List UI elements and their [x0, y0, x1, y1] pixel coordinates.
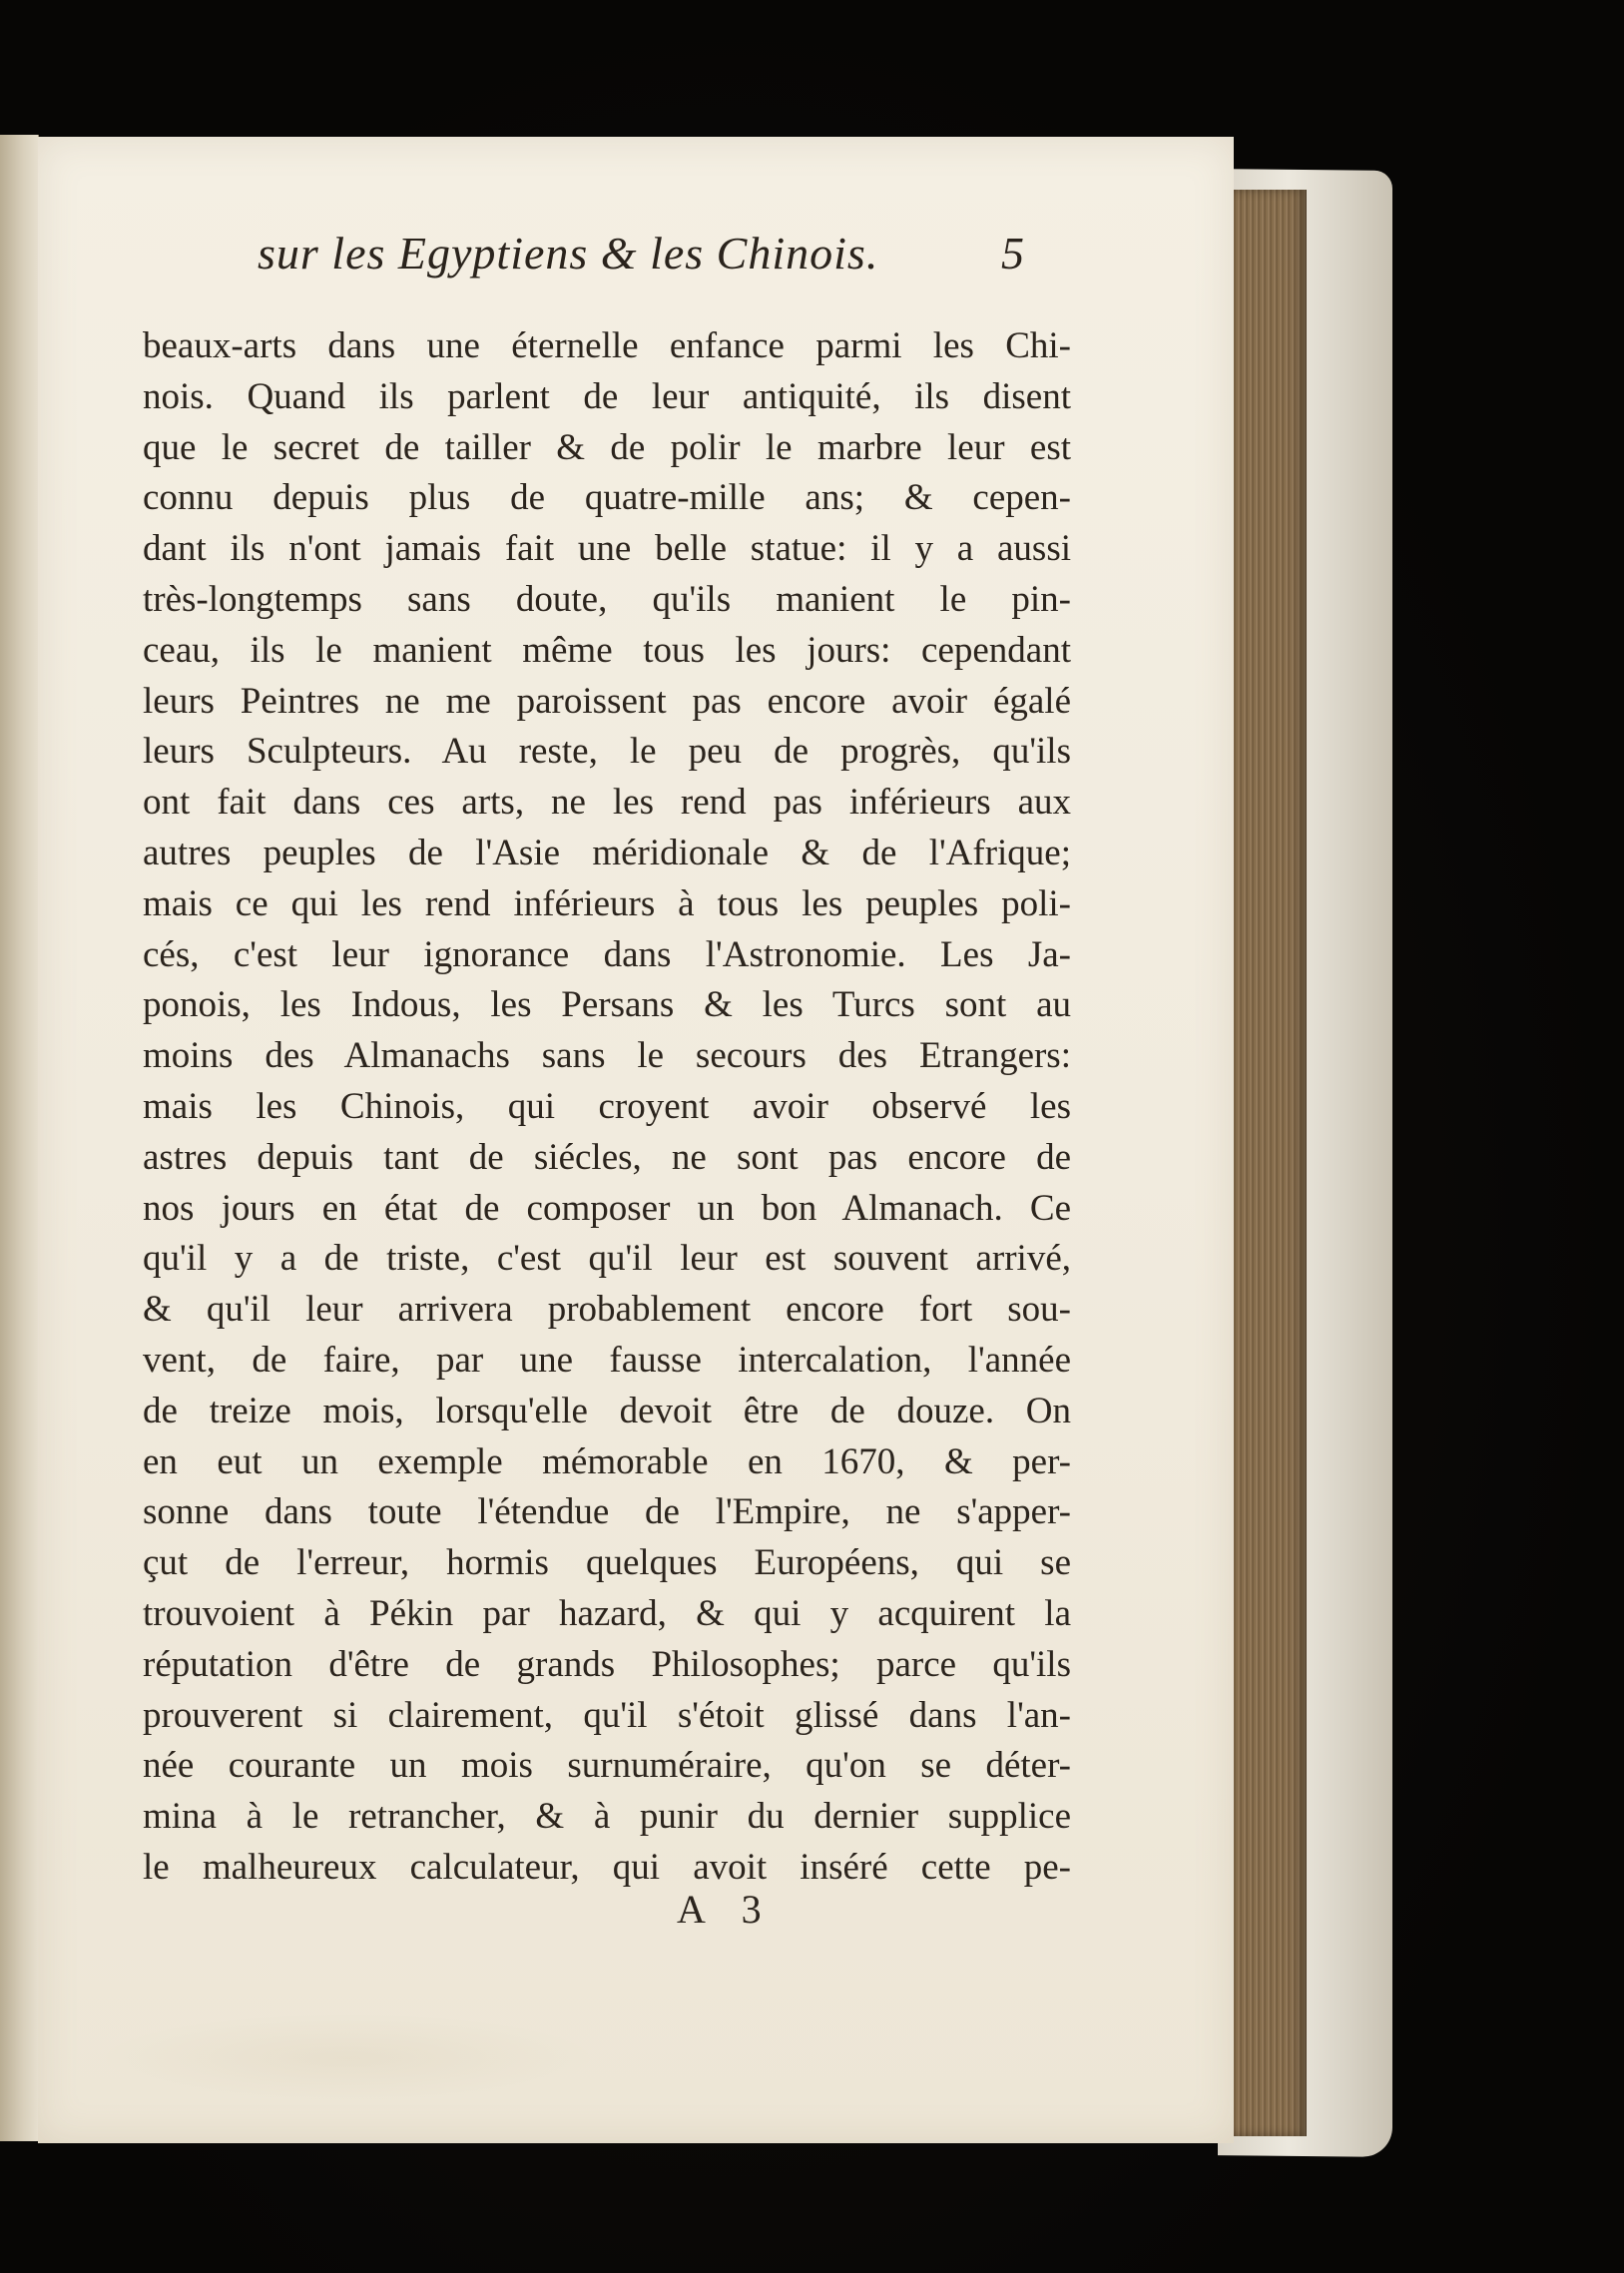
text-line: vent, de faire, par une fausse intercalation, l'année — [143, 1339, 1071, 1381]
text-line: née courante un mois surnuméraire, qu'on se déter- — [143, 1745, 1071, 1787]
text-line: sonne dans toute l'étendue de l'Empire, ne s'apper- — [143, 1491, 1071, 1533]
text-line: mais les Chinois, qui croyent avoir observé les — [143, 1085, 1071, 1127]
text-line: connu depuis plus de quatre-mille ans; & cepen- — [143, 477, 1071, 519]
facing-page-edge — [0, 135, 39, 2141]
running-title: sur les Egyptiens & les Chinois. — [258, 228, 879, 279]
paper-stain — [98, 2013, 597, 2103]
text-line: leurs Sculpteurs. Au reste, le peu de progrès, qu'ils — [143, 731, 1071, 773]
text-line: que le secret de tailler & de polir le marbre leur est — [143, 426, 1071, 468]
text-line: réputation d'être de grands Philosophes; parce qu'ils — [143, 1643, 1071, 1685]
book-page-edges — [1223, 190, 1307, 2136]
text-line: mina à le retrancher, & à punir du dernier supplice — [143, 1796, 1071, 1838]
text-line: mais ce qui les rend inférieurs à tous les peuples poli- — [143, 882, 1071, 924]
text-line: nos jours en état de composer un bon Almanach. Ce — [143, 1187, 1071, 1229]
text-line: astres depuis tant de siécles, ne sont pas encore de — [143, 1136, 1071, 1178]
text-line: dant ils n'ont jamais fait une belle statue: il y a aussi — [143, 528, 1071, 570]
signature-mark: A 3 — [677, 1887, 776, 1932]
text-line: & qu'il leur arrivera probablement encore fort sou- — [143, 1289, 1071, 1331]
text-line: très-longtemps sans doute, qu'ils manient le pin- — [143, 578, 1071, 620]
book-page — [38, 137, 1234, 2143]
text-line: en eut un exemple mémorable en 1670, & per- — [143, 1440, 1071, 1482]
text-line: cés, c'est leur ignorance dans l'Astronomie. Les Ja- — [143, 933, 1071, 975]
text-line: ont fait dans ces arts, ne les rend pas inférieurs aux — [143, 782, 1071, 824]
text-line: beaux-arts dans une éternelle enfance parmi les Chi- — [143, 325, 1071, 366]
text-line: ponois, les Indous, les Persans & les Turcs sont au — [143, 984, 1071, 1026]
text-line: autres peuples de l'Asie méridionale & de l'Afrique; — [143, 832, 1071, 873]
text-line: trouvoient à Pékin par hazard, & qui y acquirent la — [143, 1592, 1071, 1634]
text-line: ceau, ils le manient même tous les jours: cependant — [143, 629, 1071, 671]
page-number: 5 — [1001, 228, 1024, 279]
text-line: moins des Almanachs sans le secours des Etrangers: — [143, 1035, 1071, 1077]
text-line: de treize mois, lorsqu'elle devoit être de douze. On — [143, 1390, 1071, 1431]
body-text — [143, 321, 1071, 1894]
page-header — [38, 227, 1234, 306]
text-line: nois. Quand ils parlent de leur antiquité, ils disent — [143, 375, 1071, 417]
text-line: çut de l'erreur, hormis quelques Européens, qui se — [143, 1542, 1071, 1584]
text-line: le malheureux calculateur, qui avoit inséré cette pe- — [143, 1846, 1071, 1888]
text-line: prouverent si clairement, qu'il s'étoit glissé dans l'an- — [143, 1694, 1071, 1736]
text-line: leurs Peintres ne me paroissent pas encore avoir égalé — [143, 680, 1071, 722]
text-line: qu'il y a de triste, c'est qu'il leur est souvent arrivé, — [143, 1238, 1071, 1280]
